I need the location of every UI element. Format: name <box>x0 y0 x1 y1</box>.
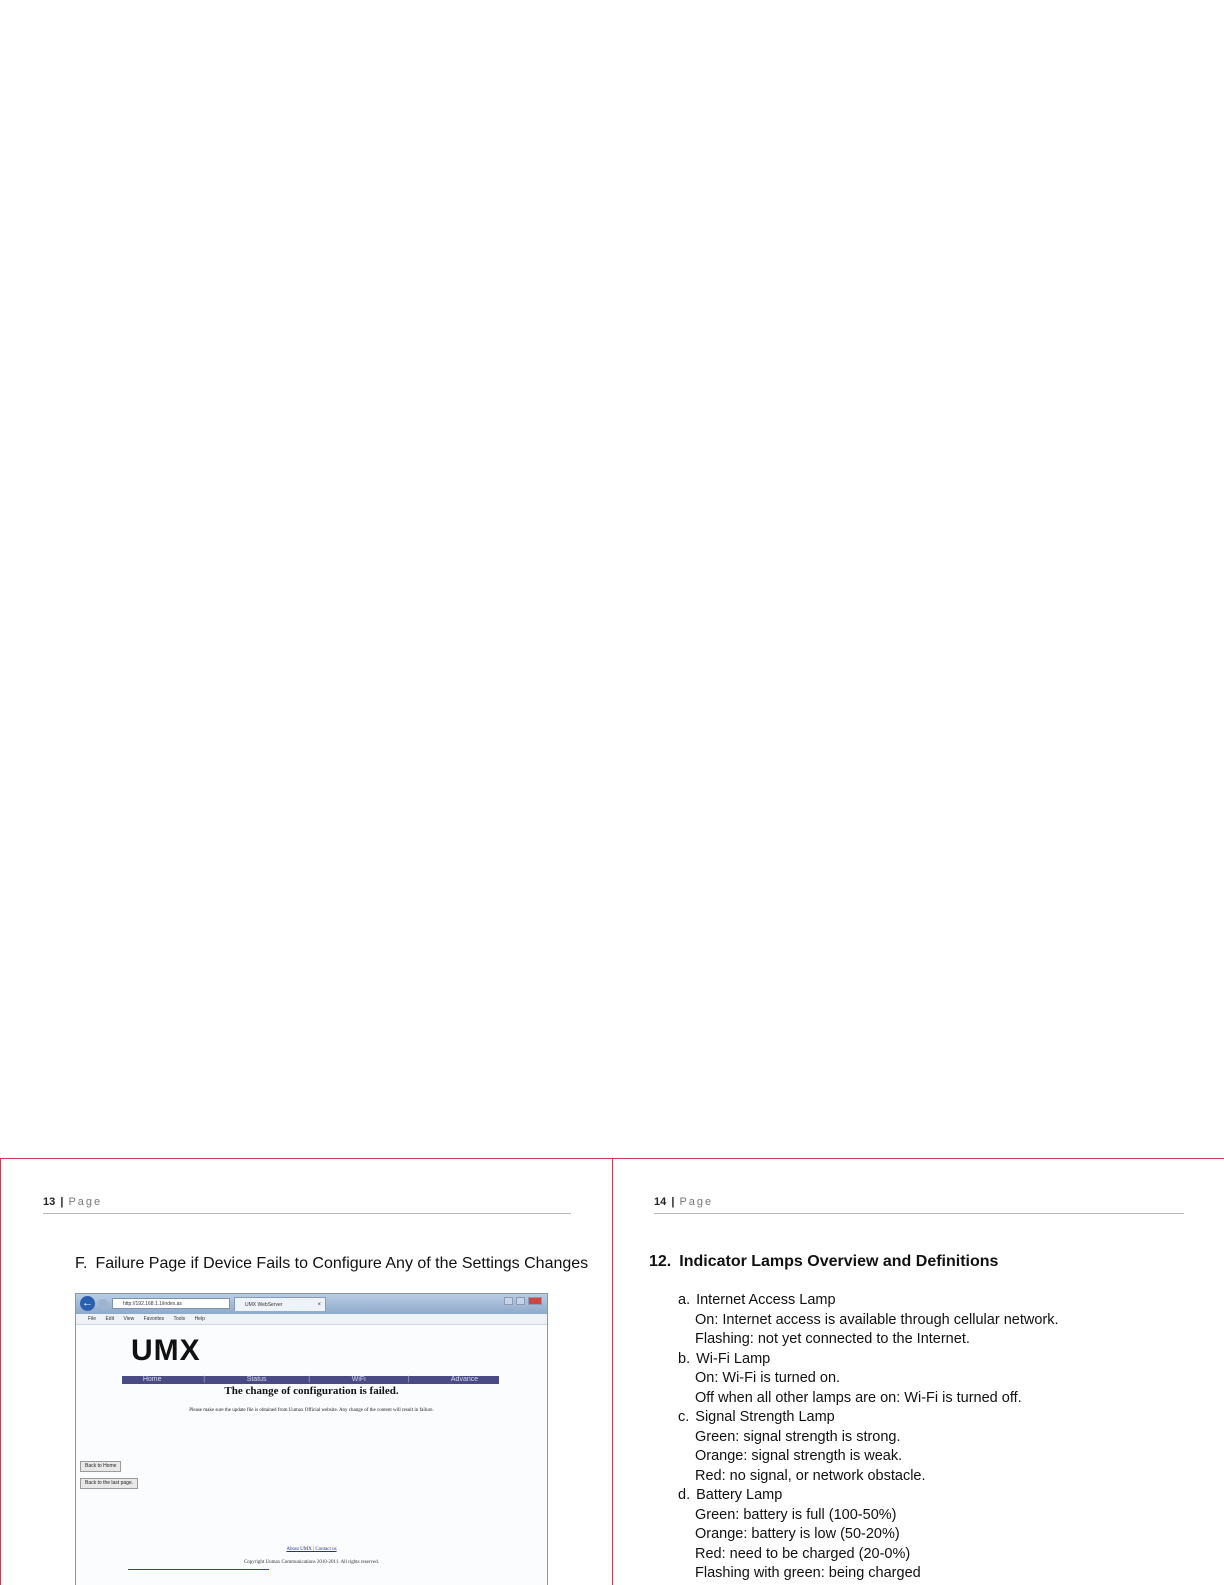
section-title: Indicator Lamps Overview and Definitions <box>679 1253 999 1270</box>
lamp-title <box>678 1350 1198 1370</box>
page-14 <box>613 1159 1224 1585</box>
lamp-name: Internet Access Lamp <box>696 1292 836 1308</box>
page-separator: | <box>671 1196 675 1208</box>
nav-advance: Advance <box>450 1376 479 1383</box>
lamp-title <box>678 1408 1198 1428</box>
browser-content <box>76 1325 547 1585</box>
back-to-home-button: Back to Home <box>80 1461 121 1472</box>
maximize-icon <box>516 1297 525 1305</box>
page-header <box>43 1195 571 1214</box>
forward-arrow-icon <box>98 1299 108 1309</box>
page-spread <box>0 1158 1224 1585</box>
lamp-definition: Green: battery is full (100-50%) <box>695 1506 897 1523</box>
failure-title: The change of configuration is failed. <box>224 1385 399 1397</box>
browser-tab <box>234 1297 326 1311</box>
footer-links: About UMX | Contact us <box>286 1547 337 1552</box>
page-separator: | <box>60 1196 64 1208</box>
browser-tab-title: UMX WebServer <box>245 1302 283 1308</box>
back-arrow-icon: ← <box>82 1297 93 1309</box>
failure-message: Please make sure the update file is obtained from Uumax Official website. Any change of the content will result in failure. <box>189 1408 434 1413</box>
page-word: Page <box>679 1196 714 1208</box>
lamp-definition: Flashing with green: being charged <box>695 1565 921 1581</box>
lamp-name: Wi-Fi Lamp <box>696 1350 771 1367</box>
nav-home: Home <box>142 1376 162 1383</box>
close-window-icon <box>528 1297 542 1305</box>
section-marker: F. <box>75 1255 88 1272</box>
lamp-definition: Red: need to be charged (20-0%) <box>695 1545 911 1562</box>
lamp-marker: c. <box>678 1409 690 1425</box>
lamp-definition: Orange: battery is low (50-20%) <box>695 1526 900 1542</box>
lamp-definition: Flashing: not yet connected to the Internet. <box>695 1331 970 1347</box>
nav-wifi: WiFi <box>351 1376 366 1383</box>
menu-tools: Tools <box>173 1316 186 1322</box>
page-header <box>654 1195 1184 1214</box>
lamp-definition: Off when all other lamps are on: Wi-Fi is turned off. <box>695 1389 1022 1406</box>
page-number: 14 <box>654 1196 667 1208</box>
lamp-internet-access <box>678 1291 1198 1350</box>
lamp-definition: On: Wi-Fi is turned on. <box>695 1370 841 1386</box>
lamp-signal-strength <box>678 1408 1198 1486</box>
lamp-definition: Green: signal strength is strong. <box>695 1428 901 1445</box>
status-underline <box>128 1569 269 1570</box>
lamp-marker: a. <box>678 1292 691 1308</box>
nav-divider: | <box>308 1376 311 1383</box>
lamp-definition: On: Internet access is available through cellular network. <box>695 1311 1059 1328</box>
umx-logo: UMX <box>131 1334 201 1367</box>
lamp-list <box>678 1291 1198 1584</box>
menu-edit: Edit <box>105 1316 115 1322</box>
page-13 <box>0 1159 613 1585</box>
lamp-definition: Red: no signal, or network obstacle. <box>695 1467 926 1484</box>
back-to-last-page-button: Back to the last page. <box>80 1478 138 1489</box>
lamp-marker: b. <box>678 1350 691 1367</box>
minimize-icon <box>504 1297 513 1305</box>
menu-favorites: Favorites <box>143 1316 165 1322</box>
section-title: Failure Page if Device Fails to Configure Any of the Settings Changes <box>95 1255 589 1272</box>
tab-close-icon: × <box>317 1302 321 1308</box>
nav-divider: | <box>407 1376 410 1383</box>
lamp-wifi <box>678 1350 1198 1409</box>
nav-status: Status <box>246 1376 267 1383</box>
address-bar: http://192.168.1.1/index.as <box>112 1298 230 1309</box>
lamp-name: Battery Lamp <box>696 1487 783 1503</box>
nav-divider: | <box>203 1376 206 1383</box>
failure-page-screenshot <box>75 1293 548 1585</box>
lamp-definition: Orange: signal strength is weak. <box>695 1448 903 1464</box>
lamp-name: Signal Strength Lamp <box>695 1409 835 1425</box>
copyright-text: Copyright Uumax Communications 2010-2011. All rights reserved. <box>243 1560 380 1565</box>
lamp-marker: d. <box>678 1487 691 1503</box>
lamp-battery <box>678 1486 1198 1584</box>
section-heading <box>649 1253 998 1271</box>
page-word: Page <box>68 1196 103 1208</box>
lamp-title <box>678 1291 1198 1311</box>
menu-file: File <box>88 1316 97 1322</box>
browser-chrome <box>76 1294 547 1314</box>
webui-navbar <box>122 1376 499 1384</box>
browser-menubar <box>76 1314 547 1325</box>
section-number: 12. <box>649 1253 672 1270</box>
menu-view: View <box>123 1316 135 1322</box>
lamp-title <box>678 1486 1198 1506</box>
section-heading <box>75 1255 588 1273</box>
menu-help: Help <box>194 1316 205 1322</box>
page-number: 13 <box>43 1196 56 1208</box>
